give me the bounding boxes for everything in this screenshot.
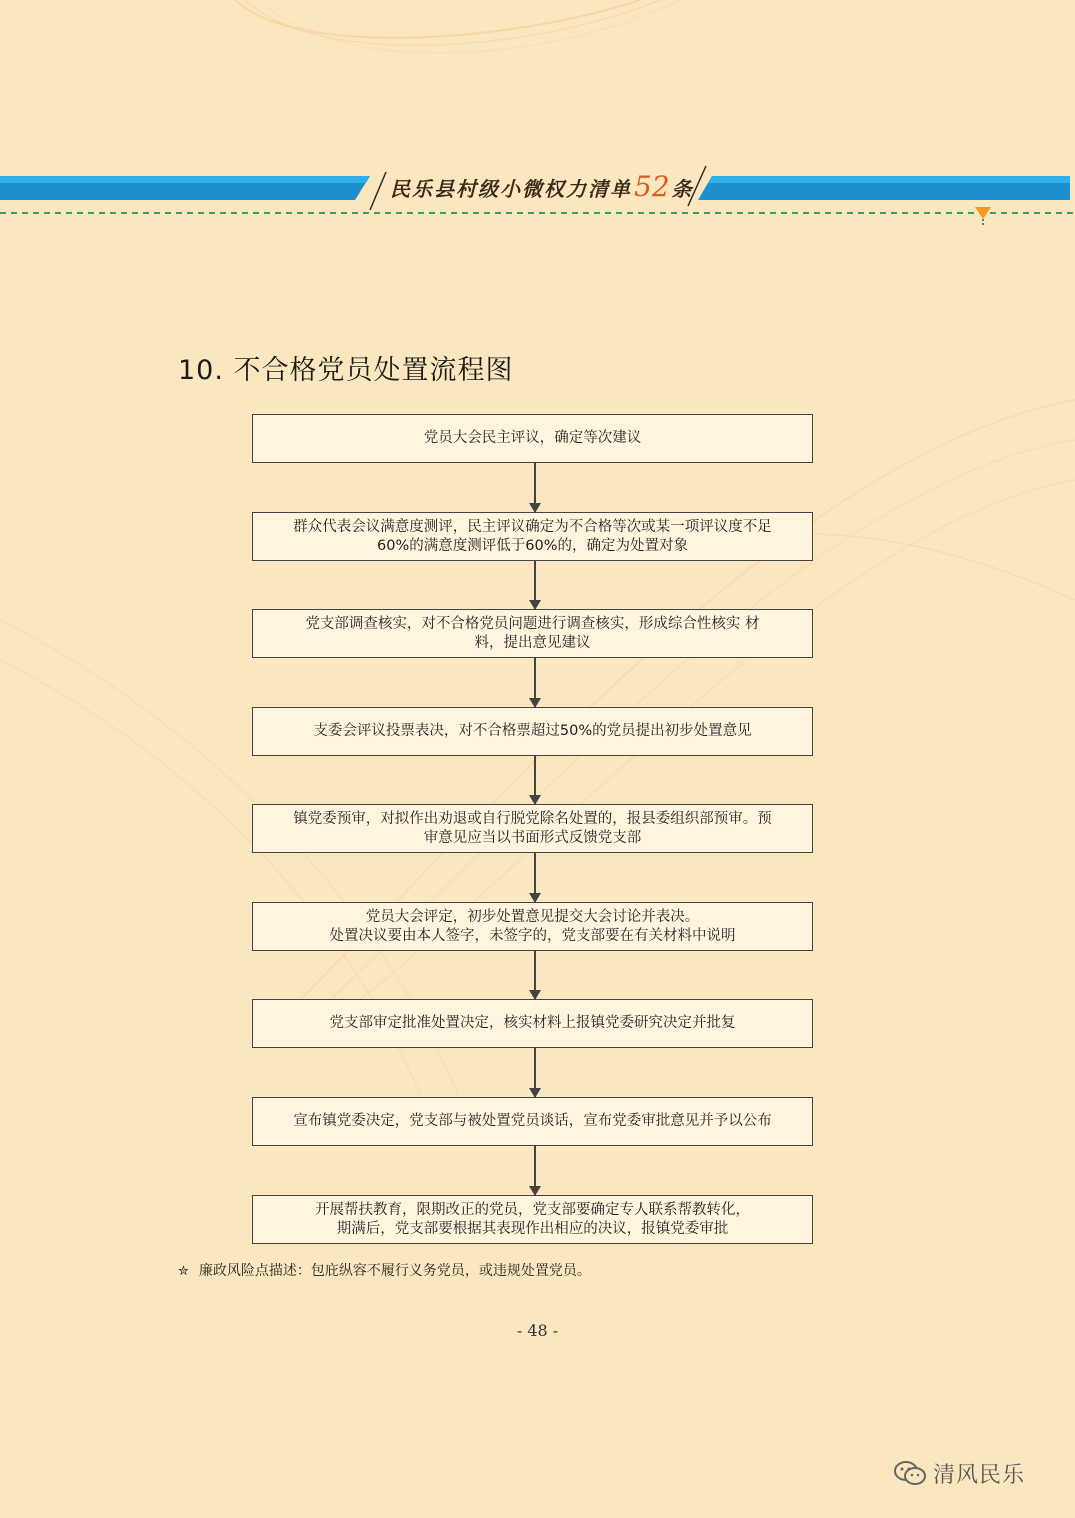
risk-note xyxy=(178,1260,591,1280)
flow-step-1 xyxy=(252,414,813,463)
flow-arrow xyxy=(534,756,536,804)
flow-arrow xyxy=(534,463,536,512)
header-title-number: 52 xyxy=(634,170,670,203)
flow-step-text: 60%的满意度测评低于60%的，确定为处置对象 xyxy=(377,537,688,554)
flow-step-text: 料，提出意见建议 xyxy=(474,634,591,651)
flow-step-2 xyxy=(252,512,813,561)
header-title-prefix: 民乐县村级小微权力清单 xyxy=(390,177,632,201)
flow-step-9 xyxy=(252,1195,813,1244)
wechat-icon xyxy=(893,1459,927,1487)
flow-step-text: 宣布镇党委决定，党支部与被处置党员谈话，宣布党委审批意见并予以公布 xyxy=(293,1113,772,1129)
flow-step-text: 党支部调查核实，对不合格党员问题进行调查核实，形成综合性核实 材 xyxy=(305,615,760,632)
watermark xyxy=(893,1453,1025,1493)
flow-step-4 xyxy=(252,707,813,756)
flow-arrow xyxy=(534,561,536,609)
flow-step-3 xyxy=(252,609,813,658)
flow-step-text: 镇党委预审，对拟作出劝退或自行脱党除名处置的，报县委组织部预审。预 xyxy=(293,810,772,827)
risk-note-text: 廉政风险点描述：包庇纵容不履行义务党员，或违规处置党员。 xyxy=(198,1263,591,1279)
header-title-suffix: 条 xyxy=(671,177,694,201)
flow-step-text: 开展帮扶教育，限期改正的党员，党支部要确定专人联系帮教转化， xyxy=(315,1201,750,1218)
page-number: - 48 - xyxy=(516,1321,559,1340)
flow-step-text: 党支部审定批准处置决定，核实材料上报镇党委研究决定并批复 xyxy=(329,1015,736,1031)
flow-step-text: 党员大会评定，初步处置意见提交大会讨论并表决。 xyxy=(365,908,700,925)
flow-arrow xyxy=(534,951,536,999)
flow-step-text: 期满后，党支部要根据其表现作出相应的决议，报镇党委审批 xyxy=(336,1220,729,1237)
star-icon: ✮ xyxy=(178,1264,189,1279)
flow-arrow xyxy=(534,658,536,707)
flow-step-7 xyxy=(252,999,813,1048)
flow-step-5 xyxy=(252,804,813,853)
flow-arrow xyxy=(534,1146,536,1195)
flow-arrow xyxy=(534,1048,536,1097)
flow-step-text: 审意见应当以书面形式反馈党支部 xyxy=(423,829,642,846)
watermark-text: 清风民乐 xyxy=(933,1462,1026,1488)
page-title: 10. 不合格党员处置流程图 xyxy=(178,355,514,386)
flow-arrow xyxy=(534,853,536,902)
flow-step-8 xyxy=(252,1097,813,1146)
flow-step-text: 支委会评议投票表决，对不合格票超过50%的党员提出初步处置意见 xyxy=(313,723,752,739)
flow-step-text: 群众代表会议满意度测评，民主评议确定为不合格等次或某一项评议度不足 xyxy=(293,518,772,535)
flow-step-text: 党员大会民主评议，确定等次建议 xyxy=(423,430,642,446)
flow-step-text: 处置决议要由本人签字，未签字的，党支部要在有关材料中说明 xyxy=(329,927,736,944)
flow-step-6 xyxy=(252,902,813,951)
